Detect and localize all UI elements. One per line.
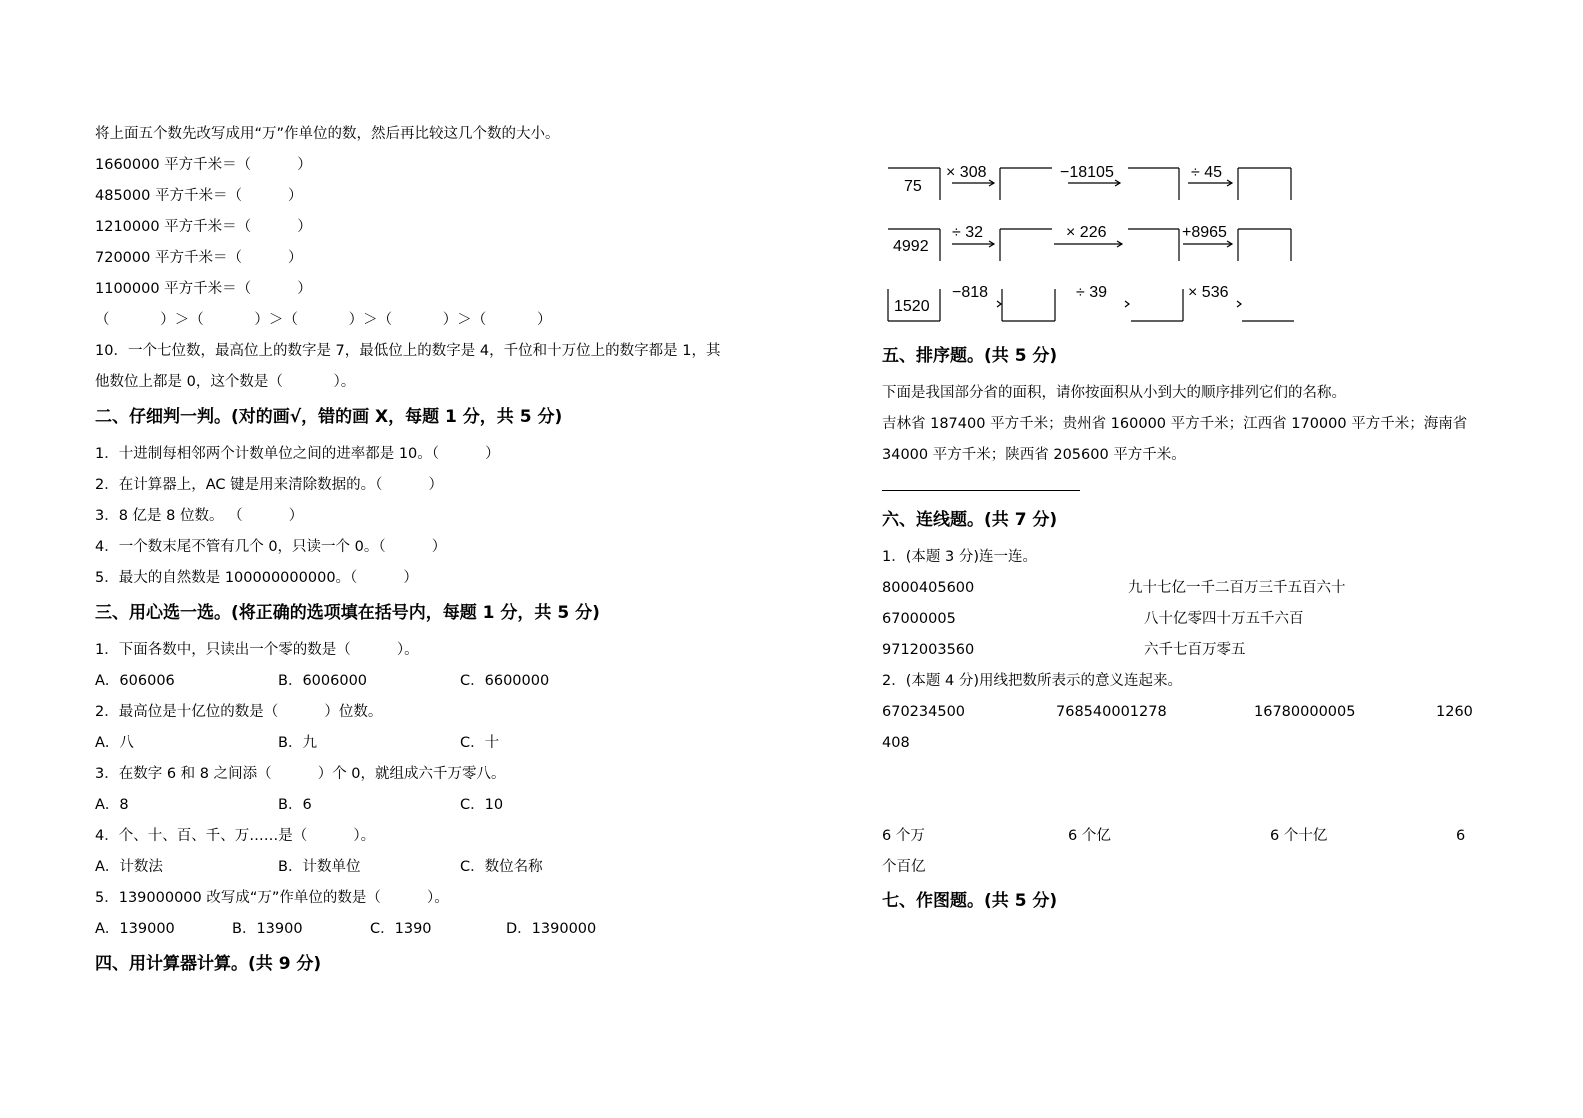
chain-operation: × 308: [946, 164, 987, 181]
section-3-title: 三、用心选一选。(将正确的选项填在括号内，每题 1 分，共 5 分): [95, 603, 600, 623]
chain-start-value: 4992: [893, 238, 929, 255]
conversion-line: 1210000 平方千米＝（ ）: [95, 219, 312, 235]
match-number: 67000005: [882, 611, 956, 627]
match-number: 768540001278: [1056, 704, 1167, 720]
match-number: 670234500: [882, 704, 966, 720]
match-meaning: 6 个万: [882, 828, 925, 844]
choice-option: C．十: [460, 735, 500, 751]
choice-option: C．6600000: [460, 673, 550, 689]
choice-option: B．计数单位: [278, 859, 361, 875]
match-meaning: 6 个亿: [1068, 828, 1111, 844]
match-word: 六千七百万零五: [1144, 642, 1246, 658]
choice-option: C．数位名称: [460, 859, 543, 875]
section-7-title: 七、作图题。(共 5 分): [882, 891, 1058, 911]
match-meaning: 6: [1456, 828, 1466, 844]
match-meaning-wrap: 个百亿: [882, 859, 926, 875]
conversion-line: 1100000 平方千米＝（ ）: [95, 281, 312, 297]
choice-option: A．计数法: [95, 859, 163, 875]
match-number: 9712003560: [882, 642, 975, 658]
judge-item: 1．十进制每相邻两个计数单位之间的进率都是 10。（ ）: [95, 446, 500, 462]
match-number: 1260: [1436, 704, 1473, 720]
choice-option: D．1390000: [506, 921, 597, 937]
section-2-title: 二、仔细判一判。(对的画√，错的画 X，每题 1 分，共 5 分): [95, 407, 563, 427]
section-6-question-2: 2．(本题 4 分)用线把数所表示的意义连起来。: [882, 673, 1182, 689]
match-number: 16780000005: [1254, 704, 1356, 720]
choice-question: 3．在数字 6 和 8 之间添（ ）个 0，就组成六千万零八。: [95, 766, 506, 782]
choice-question: 2．最高位是十亿位的数是（ ）位数。: [95, 704, 383, 720]
chain-operation: × 536: [1188, 284, 1229, 301]
conversion-line: 1660000 平方千米＝（ ）: [95, 157, 312, 173]
match-number: 8000405600: [882, 580, 975, 596]
conversion-line: 720000 平方千米＝（ ）: [95, 250, 303, 266]
chain-operation: ÷ 39: [1076, 284, 1108, 301]
choice-option: B．6: [278, 797, 312, 813]
section-5-data-line2: 34000 平方千米；陕西省 205600 平方千米。: [882, 447, 1186, 463]
answer-blank-line: [882, 490, 1080, 491]
question-10-line2: 他数位上都是 0，这个数是（ ）。: [95, 374, 356, 390]
calculator-chain-diagram: [880, 155, 1320, 335]
choice-option: B．6006000: [278, 673, 368, 689]
compare-line: （ ）＞（ ）＞（ ）＞（ ）＞（ ）: [95, 312, 552, 328]
section-4-title: 四、用计算器计算。(共 9 分): [95, 954, 322, 974]
chain-operation: −818: [952, 284, 989, 301]
match-word: 九十七亿一千二百万三千五百六十: [1128, 580, 1346, 596]
intro-text: 将上面五个数先改写成用“万”作单位的数，然后再比较这几个数的大小。: [95, 126, 560, 142]
choice-option: A．八: [95, 735, 134, 751]
choice-option: B．九: [278, 735, 317, 751]
conversion-line: 485000 平方千米＝（ ）: [95, 188, 303, 204]
chain-operation: ÷ 45: [1191, 164, 1223, 181]
section-5-data-line1: 吉林省 187400 平方千米；贵州省 160000 平方千米；江西省 170000 平方千米；海南省: [882, 416, 1468, 432]
judge-item: 5．最大的自然数是 100000000000。（ ）: [95, 570, 418, 586]
match-meaning: 6 个十亿: [1270, 828, 1328, 844]
question-10-line1: 10．一个七位数，最高位上的数字是 7，最低位上的数字是 4，千位和十万位上的数字都是 1，其: [95, 343, 721, 359]
choice-option: C．10: [460, 797, 504, 813]
choice-option: A．139000: [95, 921, 175, 937]
match-number-wrap: 408: [882, 735, 910, 751]
choice-option: C．1390: [370, 921, 432, 937]
choice-option: B．13900: [232, 921, 303, 937]
section-6-title: 六、连线题。(共 7 分): [882, 510, 1058, 530]
match-word: 八十亿零四十万五千六百: [1144, 611, 1304, 627]
chain-operation: −18105: [1060, 164, 1114, 181]
section-5-title: 五、排序题。(共 5 分): [882, 346, 1058, 366]
choice-question: 5．139000000 改写成“万”作单位的数是（ ）。: [95, 890, 449, 906]
chain-start-value: 1520: [894, 298, 930, 315]
judge-item: 4．一个数末尾不管有几个 0，只读一个 0。（ ）: [95, 539, 447, 555]
section-5-intro: 下面是我国部分省的面积，请你按面积从小到大的顺序排列它们的名称。: [882, 385, 1346, 401]
choice-option: A．8: [95, 797, 129, 813]
chain-operation: × 226: [1066, 224, 1107, 241]
chain-start-value: 75: [904, 178, 922, 195]
judge-item: 3．8 亿是 8 位数。 （ ）: [95, 508, 304, 524]
chain-operation: ÷ 32: [952, 224, 984, 241]
calculator-chain-lines: [880, 155, 1320, 335]
choice-question: 4．个、十、百、千、万……是（ ）。: [95, 828, 376, 844]
judge-item: 2．在计算器上，AC 键是用来清除数据的。（ ）: [95, 477, 443, 493]
choice-question: 1．下面各数中，只读出一个零的数是（ ）。: [95, 642, 419, 658]
chain-operation: +8965: [1182, 224, 1227, 241]
choice-option: A．606006: [95, 673, 175, 689]
section-6-question-1: 1．(本题 3 分)连一连。: [882, 549, 1037, 565]
